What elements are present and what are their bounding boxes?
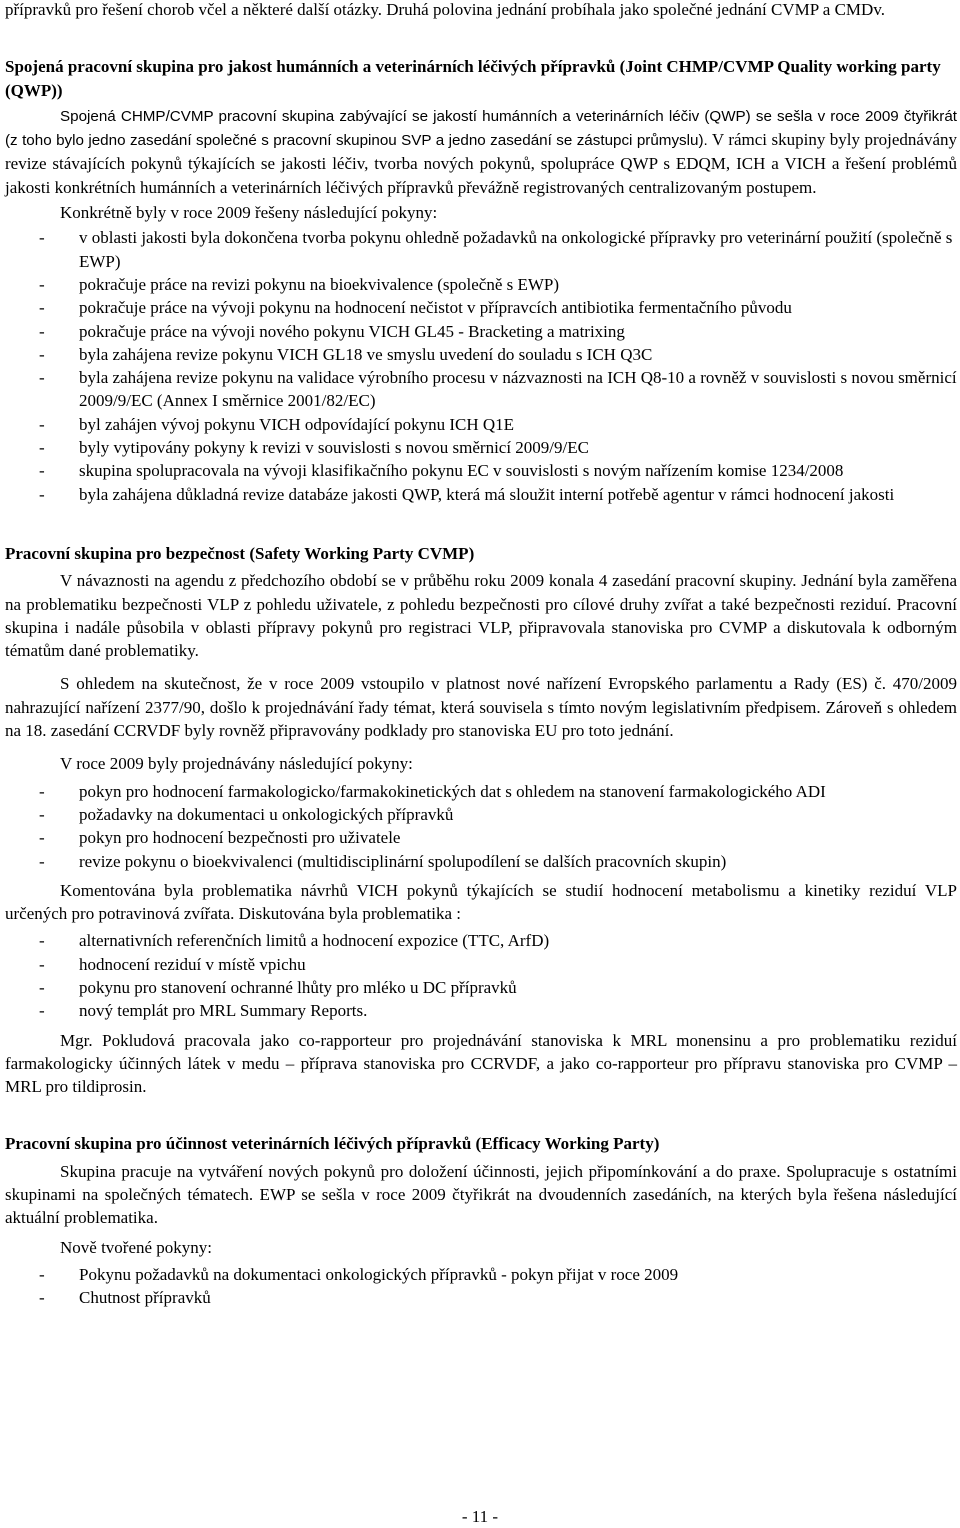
dash-bullet: -: [39, 228, 45, 248]
list-item-text: byla zahájena důkladná revize databáze jakosti QWP, která má sloužit interní potřebě agentur v rámci hodnocení jakosti: [79, 484, 895, 504]
efficacy-guideline-list: [5, 1263, 957, 1310]
dash-bullet: -: [39, 368, 45, 388]
list-item-text: požadavky na dokumentaci u onkologických přípravků: [79, 804, 454, 824]
qwp-guideline-list: [5, 226, 957, 506]
dash-bullet: -: [39, 461, 45, 481]
safety-list-intro: V roce 2009 byly projednávány následující pokyny:: [60, 754, 413, 774]
dash-bullet: -: [39, 321, 45, 341]
dash-bullet: -: [39, 1001, 45, 1021]
list-item: [5, 483, 957, 506]
list-item-text: Chutnost přípravků: [79, 1288, 211, 1308]
list-item-text: alternativních referenčních limitů a hodnocení expozice (TTC, ArfD): [79, 931, 550, 951]
list-item-text: pokračuje práce na revizi pokynu na bioekvivalence (společně s EWP): [79, 274, 560, 294]
list-item-text: hodnocení reziduí v místě vpichu: [79, 954, 306, 974]
list-item-text: pokračuje práce na vývoji nového pokynu VICH GL45 - Bracketing a matrixing: [79, 321, 625, 341]
list-item: [5, 320, 957, 343]
list-item: [5, 999, 957, 1022]
safety-paragraph-4: Mgr. Pokludová pracovala jako co-rapporteur pro projednávání stanoviska k MRL monensinu a pro problematiku reziduí farmakologicky účinných látek v medu – příprava stanoviska pro CCRVDF, a jako co-rapporteur pro přípravu stanoviska pro CVMP – MRL pro tildiprosin.: [5, 1030, 957, 1097]
list-item-text: byla zahájena revize pokynu VICH GL18 ve smyslu uvedení do souladu s ICH Q3C: [79, 344, 653, 364]
list-item-text: nový templát pro MRL Summary Reports.: [79, 1001, 368, 1021]
dash-bullet: -: [39, 804, 45, 824]
dash-bullet: -: [39, 954, 45, 974]
dash-bullet: -: [39, 977, 45, 997]
efficacy-paragraph-1: Skupina pracuje na vytváření nových pokynů pro doložení účinnosti, jejich připomínkování a do praxe. Spolupracuje s ostatními skupinami na společných tématech. EWP se sešla v roce 2009 čtyřikrát na dvoudenních zasedáních, na kterých byla řešena následující aktuální problematika.: [5, 1161, 957, 1228]
qwp-list-intro: Konkrétně byly v roce 2009 řešeny následující pokyny:: [60, 203, 438, 223]
safety-paragraph-1: V návaznosti na agendu z předchozího období se v průběhu roku 2009 konala 4 zasedání pracovní skupiny. Jednání byla zaměřena na problematiku bezpečnosti VLP z pohledu uživatele, z pohledu bezpečnosti pro cílové druhy zvířat a také bezpečnosti reziduí. Pracovní skupina i nadále působila v oblasti přípravy pokynů pro registraci VLP, připravovala stanoviska pro CVMP a diskutovala k odborným tématům dané problematiky.: [5, 571, 957, 661]
intro-tail-paragraph: přípravků pro řešení chorob včel a některé další otázky. Druhá polovina jednání probíhala jako společné jednání CVMP a CMDv.: [5, 0, 885, 19]
dash-bullet: -: [39, 298, 45, 318]
list-item: [5, 803, 957, 826]
safety-paragraph-2: S ohledem na skutečnost, že v roce 2009 vstoupilo v platnost nové nařízení Evropského parlamentu a Rady (ES) č. 470/2009 nahrazující nařízení 2377/90, došlo k projednávání řady témat, která souvisela s tímto novým legislativním předpisem. Zároveň s ohledem na 18. zasedání CCRVDF byly rovněž připravovány podklady pro stanoviska EU pro toto jednání.: [5, 674, 957, 741]
safety-guideline-list: [5, 780, 957, 873]
qwp-heading: Spojená pracovní skupina pro jakost humánních a veterinárních léčivých přípravků (Joint CHMP/CVMP Quality working party (QWP)): [5, 57, 941, 100]
list-item-text: pokynu pro stanovení ochranné lhůty pro mléko u DC přípravků: [79, 977, 517, 997]
qwp-paragraph-serif: V rámci skupiny byly projednávány revize stávajících pokynů týkajících se jakosti léčiv, tvorba nových pokynů, spolupráce QWP s EDQM, ICH a VICH a řešení problémů jakosti konkrétních humánních a veterinárních léčivých přípravků převážně registrovaných centralizovaným postupem.: [5, 130, 957, 197]
list-item: [5, 953, 957, 976]
list-item: [5, 976, 957, 999]
list-item-text: revize pokynu o bioekvivalenci (multidisciplinární spolupodílení se dalších pracovních skupin): [79, 851, 727, 871]
list-item: [5, 929, 957, 952]
safety-paragraph-3: Komentována byla problematika návrhů VICH pokynů týkajících se studií hodnocení metabolismu a kinetiky reziduí VLP určených pro potravinová zvířata. Diskutována byla problematika :: [5, 880, 957, 924]
qwp-paragraph: [5, 104, 957, 199]
dash-bullet: -: [39, 274, 45, 294]
list-item: [5, 1286, 957, 1309]
list-item-text: pokračuje práce na vývoji pokynu na hodnocení nečistot v přípravcích antibiotika fermentačního původu: [79, 298, 792, 318]
page-number: - 11 -: [461, 1507, 499, 1526]
list-item-text: byl zahájen vývoj pokynu VICH odpovídající pokynu ICH Q1E: [79, 414, 515, 434]
list-item-text: byla zahájena revize pokynu na validace výrobního procesu v názvaznosti na ICH Q8-10 a rovněž v souvislosti s novou směrnicí 2009/9/EC (Annex I směrnice 2001/82/EC): [79, 368, 957, 411]
dash-bullet: -: [39, 781, 45, 801]
list-item-text: pokyn pro hodnocení farmakologicko/farmakokinetických dat s ohledem na stanovení farmakologického ADI: [79, 781, 826, 801]
list-item: [5, 780, 957, 803]
document-page: [5, 0, 957, 1310]
safety-topic-list: [5, 929, 957, 1022]
list-item: [5, 459, 957, 482]
qwp-paragraph-sans: Spojená CHMP/CVMP pracovní skupina zabývající se jakostí humánních a veterinárních léčiv (QWP) se sešla v roce 2009 čtyřikrát (z toho bylo jedno zasedání společné s pracovní skupinou SVP a jedno zasedání se zástupci průmyslu).: [5, 107, 957, 150]
dash-bullet: -: [39, 1264, 45, 1284]
list-item: [5, 366, 957, 413]
list-item: [5, 296, 957, 319]
list-item: [5, 850, 957, 873]
list-item: [5, 826, 957, 849]
list-item: [5, 343, 957, 366]
list-item: [5, 226, 957, 273]
list-item-text: skupina spolupracovala na vývoji klasifikačního pokynu EC v souvislosti s novým nařízením komise 1234/2008: [79, 461, 844, 481]
safety-heading: Pracovní skupina pro bezpečnost (Safety Working Party CVMP): [5, 543, 475, 563]
efficacy-list-intro: Nově tvořené pokyny:: [60, 1237, 213, 1257]
list-item: [5, 273, 957, 296]
list-item-text: byly vytipovány pokyny k revizi v souvislosti s novou směrnicí 2009/9/EC: [79, 438, 589, 458]
dash-bullet: -: [39, 1288, 45, 1308]
dash-bullet: -: [39, 828, 45, 848]
dash-bullet: -: [39, 484, 45, 504]
list-item: [5, 413, 957, 436]
list-item-text: v oblasti jakosti byla dokončena tvorba pokynu ohledně požadavků na onkologické přípravky pro veterinární použití (společně s EWP): [79, 228, 953, 271]
list-item-text: pokyn pro hodnocení bezpečnosti pro uživatele: [79, 828, 401, 848]
list-item: [5, 1263, 957, 1286]
dash-bullet: -: [39, 438, 45, 458]
dash-bullet: -: [39, 931, 45, 951]
dash-bullet: -: [39, 344, 45, 364]
efficacy-heading: Pracovní skupina pro účinnost veterinárních léčivých přípravků (Efficacy Working Party): [5, 1134, 660, 1154]
dash-bullet: -: [39, 414, 45, 434]
list-item-text: Pokynu požadavků na dokumentaci onkologických přípravků - pokyn přijat v roce 2009: [79, 1264, 679, 1284]
dash-bullet: -: [39, 851, 45, 871]
list-item: [5, 436, 957, 459]
